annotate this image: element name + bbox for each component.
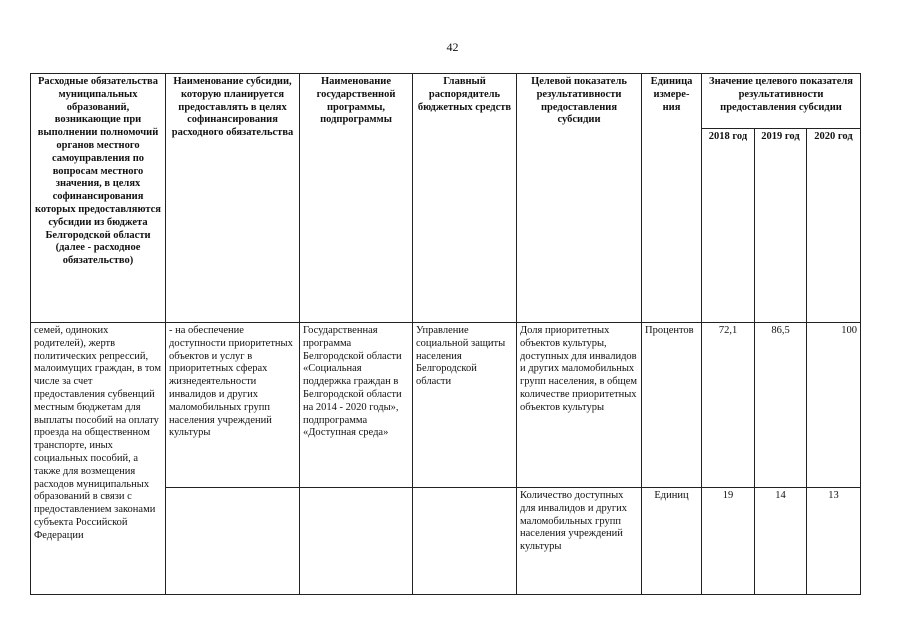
cell-value-2019-1: 86,5 xyxy=(755,323,807,488)
header-year-2020: 2020 год xyxy=(807,129,861,323)
cell-indicator-1: Доля приоритетных объектов культуры, доступных для инвалидов и других маломобильных групп населения, в общем количестве приоритетных объектов культуры xyxy=(517,323,642,488)
header-target-value: Значение целевого показателя результативности предоставления субсидии xyxy=(702,74,861,129)
header-obligation: Расходные обязательства муниципальных образований, возникающие при выполнении полномочий органов местного самоуправления по вопросам местного значения, в целях софинансирования которых предоставляются субсидии из бюджета Белгородской области (далее - расходное обязательство) xyxy=(31,74,166,323)
cell-indicator-2: Количество доступных для инвалидов и других маломобильных групп населения учреждений культуры xyxy=(517,488,642,595)
header-program: Наименование государственной программы, подпрограммы xyxy=(300,74,413,323)
cell-value-2018-2: 19 xyxy=(702,488,755,595)
cell-program-empty xyxy=(300,488,413,595)
cell-value-2020-2: 13 xyxy=(807,488,861,595)
header-administrator: Главный распорядитель бюджетных средств xyxy=(413,74,517,323)
header-indicator: Целевой показатель результативности предоставления субсидии xyxy=(517,74,642,323)
header-unit: Единица измере-ния xyxy=(642,74,702,323)
cell-value-2020-1: 100 xyxy=(807,323,861,488)
cell-unit-1: Процентов xyxy=(642,323,702,488)
header-year-2018: 2018 год xyxy=(702,129,755,323)
header-year-2019: 2019 год xyxy=(755,129,807,323)
cell-program: Государственная программа Белгородской области «Социальная поддержка граждан в Белгородской области на 2014 - 2020 годы», подпрограмма «Доступная среда» xyxy=(300,323,413,488)
cell-value-2018-1: 72,1 xyxy=(702,323,755,488)
cell-subsidy: - на обеспечение доступности приоритетных объектов и услуг в приоритетных сферах жизнедеятельности инвалидов и других маломобильных групп населения учреждений культуры xyxy=(166,323,300,488)
cell-administrator: Управление социальной защиты населения Белгородской области xyxy=(413,323,517,488)
page-number: 42 xyxy=(446,40,459,54)
cell-unit-2: Единиц xyxy=(642,488,702,595)
cell-subsidy-empty xyxy=(166,488,300,595)
subsidy-table xyxy=(30,73,861,595)
header-subsidy: Наименование субсидии, которую планируется предоставлять в целях софинансирования расходного обязательства xyxy=(166,74,300,323)
cell-value-2019-2: 14 xyxy=(755,488,807,595)
cell-administrator-empty xyxy=(413,488,517,595)
cell-obligation: семей, одиноких родителей), жертв политических репрессий, малоимущих граждан, в том числе за счет предоставления субвенций местным бюджетам для выплаты пособий на оплату проезда на общественном транспорте, иных социальных пособий, а также для возмещения расходов муниципальных образований в связи с предоставлением законами субъекта Российской Федерации xyxy=(31,323,166,595)
